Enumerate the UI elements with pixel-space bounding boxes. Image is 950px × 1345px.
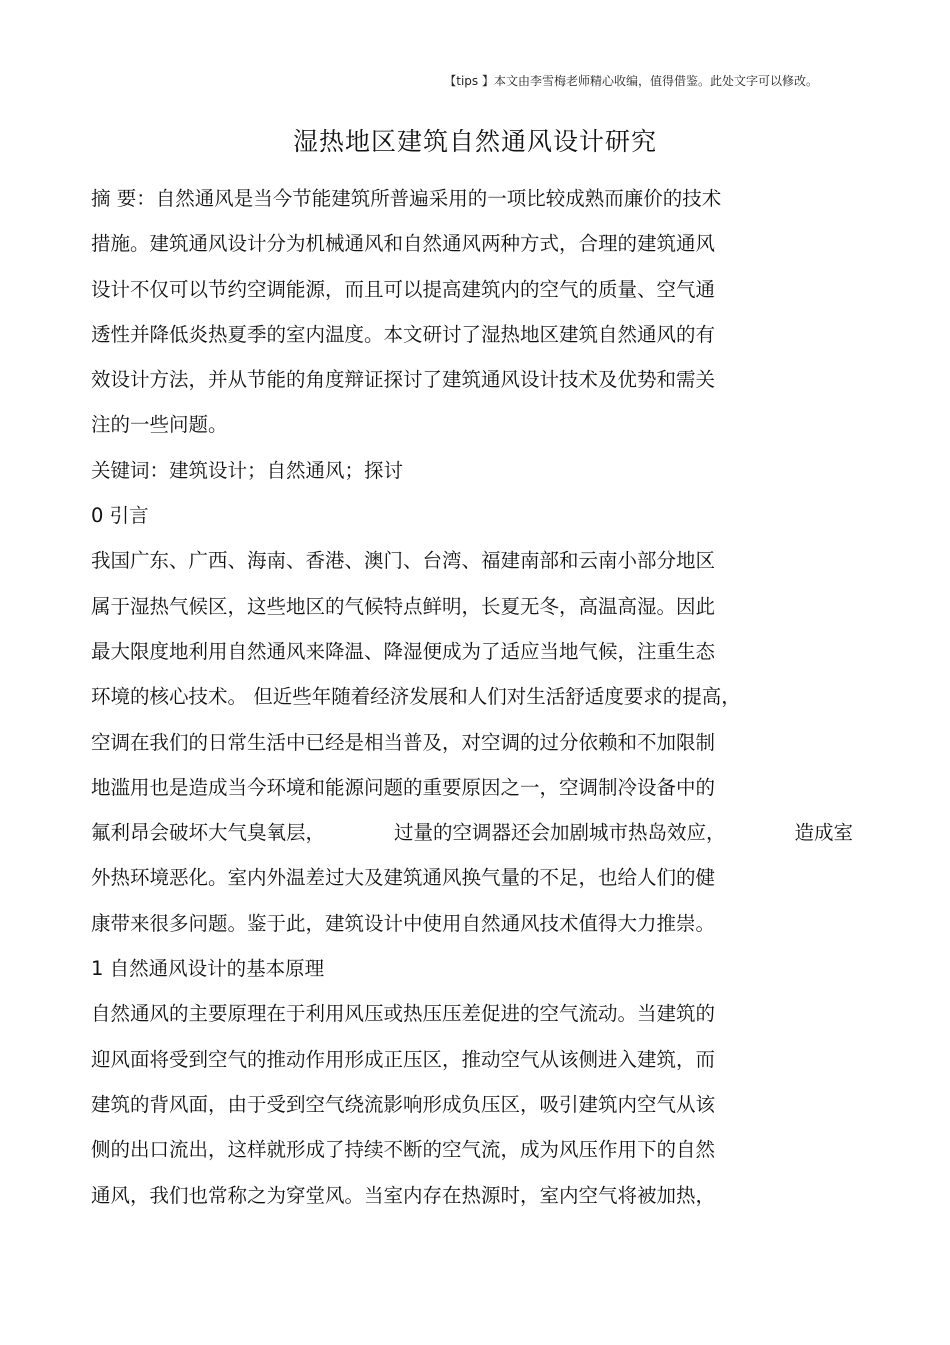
section-heading-intro: 0 引言 bbox=[91, 504, 149, 528]
principle-line-3: 建筑的背风面，由于受到空气绕流影响形成负压区，吸引建筑内空气从该 bbox=[91, 1092, 716, 1116]
tips-header: 【tips 】本文由李雪梅老师精心收编，值得借鉴。此处文字可以修改。 bbox=[444, 74, 818, 88]
intro-line-9: 康带来很多问题。鉴于此，建筑设计中使用自然通风技术值得大力推崇。 bbox=[91, 911, 716, 935]
principle-line-2: 迎风面将受到空气的推动作用形成正压区，推动空气从该侧进入建筑，而 bbox=[91, 1047, 716, 1071]
intro-line-4: 环境的核心技术。 但近些年随着经济发展和人们对生活舒适度要求的提高， bbox=[91, 685, 741, 709]
intro-line-7-part-1: 氟利昂会破坏大气臭氧层， bbox=[91, 821, 326, 845]
keywords-line: 关键词：建筑设计；自然通风；探讨 bbox=[91, 458, 404, 482]
document-title: 湿热地区建筑自然通风设计研究 bbox=[292, 127, 657, 156]
intro-line-7-part-2: 过量的空调器还会加剧城市热岛效应， bbox=[393, 821, 726, 845]
intro-line-1: 我国广东、广西、海南、香港、澳门、台湾、福建南部和云南小部分地区 bbox=[91, 549, 716, 573]
intro-line-8: 外热环境恶化。室内外温差过大及建筑通风换气量的不足，也给人们的健 bbox=[91, 866, 716, 890]
abstract-line-6: 注的一些问题。 bbox=[91, 413, 228, 437]
abstract-line-5: 效设计方法，并从节能的角度辩证探讨了建筑通风设计技术及优势和需关 bbox=[91, 368, 716, 392]
principle-line-5: 通风，我们也常称之为穿堂风。当室内存在热源时，室内空气将被加热， bbox=[91, 1183, 716, 1207]
document-body bbox=[91, 176, 861, 1218]
abstract-line-3: 设计不仅可以节约空调能源，而且可以提高建筑内的空气的质量、空气通 bbox=[91, 277, 716, 301]
intro-line-5: 空调在我们的日常生活中已经是相当普及，对空调的过分依赖和不加限制 bbox=[91, 730, 716, 754]
principle-line-4: 侧的出口流出，这样就形成了持续不断的空气流，成为风压作用下的自然 bbox=[91, 1138, 716, 1162]
intro-line-6: 地滥用也是造成当今环境和能源问题的重要原因之一，空调制冷设备中的 bbox=[91, 775, 716, 799]
intro-line-7 bbox=[91, 810, 853, 855]
principle-line-1: 自然通风的主要原理在于利用风压或热压压差促进的空气流动。当建筑的 bbox=[91, 1002, 716, 1026]
abstract-line-2: 措施。建筑通风设计分为机械通风和自然通风两种方式，合理的建筑通风 bbox=[91, 232, 716, 256]
intro-line-3: 最大限度地利用自然通风来降温、降湿便成为了适应当地气候，注重生态 bbox=[91, 639, 716, 663]
intro-line-2: 属于湿热气候区，这些地区的气候特点鲜明，长夏无冬，高温高湿。因此 bbox=[91, 594, 716, 618]
abstract-line-1: 摘 要：自然通风是当今节能建筑所普遍采用的一项比较成熟而廉价的技术 bbox=[91, 187, 722, 210]
intro-line-7-part-3: 造成室 bbox=[794, 821, 853, 845]
abstract-line-4: 透性并降低炎热夏季的室内温度。本文研讨了湿热地区建筑自然通风的有 bbox=[91, 322, 716, 346]
section-heading-principle: 1 自然通风设计的基本原理 bbox=[91, 957, 325, 981]
